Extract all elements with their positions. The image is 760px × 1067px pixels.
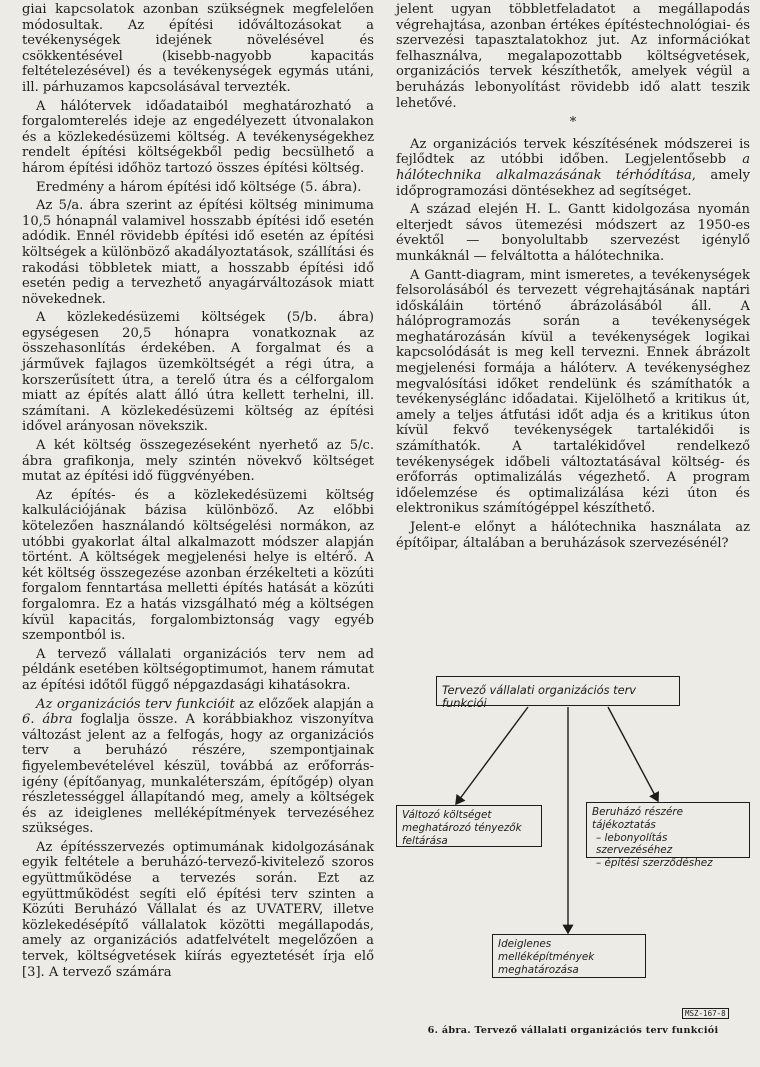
paragraph: A hálótervek időadataiból meghatározható a forgalomterelés ideje az engedélyezett útvonalakon és a közlekedésüzemi költség. A tevékenységekhez rendelt építési költségekből pedig becsülhető a három építési időhöz tartozó összes építési költség. [22,98,374,176]
text-run: foglalja össze. A korábbiakhoz viszonyítva változást jelent az a felfogás, hogy az organizációs terv a beruházó részére, szempontjainak figyelembevételével készül, továbbá az erőforrás-igény (építőanyag, munkaléterszám, építőgép) olyan részletességgel állapítandó meg, amely a költségek és az ideiglenes melléképítmények tervezéséhez szükséges. [22,712,374,837]
box-item: – építési szerződéshez [596,857,713,870]
box-variable-cost: Változó költséget meghatározó tényezők feltárása [396,805,542,847]
paragraph: Az építés- és a közlekedésüzemi költség kalkulációjának bázisa különböző. Az előbbi kötelezően használandó költségelési normákon, az utóbbi gyakorlat által alkalmazott módszer alapján történt. A költségek megjelenési helye is eltérő. A két költség összegezése azonban érzékelteti a közúti forgalom fenntartása melletti építés hatását a közúti forgalomra. Ez a hatás vizsgálható még a költségen kívül kapacitás, forgalombiztonság vagy egyéb szempontból is. [22,487,374,644]
paragraph: A tervező vállalati organizációs terv nem ad példánk esetében költségoptimumot, hanem rámutat az építési időtől függő népgazdasági kihatásokra. [22,646,374,693]
paragraph: Jelent-e előnyt a hálótechnika használata az építőipar, általában a beruházások szervezésénél? [396,520,750,551]
figure-caption: 6. ábra. Tervező vállalati organizációs terv funkciói [427,1025,719,1036]
paragraph: A két költség összegezéseként nyerhető az 5/c. ábra grafikonja, mely szintén növekvő költséget mutat az építési idő függvényében. [22,438,374,485]
text-run: , amely időprogramozási döntésekhez ad segítséget. [396,167,750,199]
text-run: az előzőek alapján a [234,696,374,712]
box-item: – lebonyolítás szervezéséhez [596,831,673,857]
paragraph: giai kapcsolatok azonban szükségnek megfelelően módosultak. Az építési időváltozásokat a tevékenységek idejének növelésével és csökkentésével (kisebb-nagyobb kapacitás feltételezésével) és a tevékenységek egymás utáni, ill. párhuzamos kapcsolásával tervezték. [22,2,374,95]
emphasis: Az organizációs terv funkcióit [36,696,235,712]
paragraph: Eredmény a három építési idő költsége (5. ábra). [36,179,362,195]
paragraph: Az építésszervezés optimumának kidolgozásának egyik feltétele a beruházó-tervező-kivitelező szoros együttműködése a tervezés során. Ezt az együttműködést segíti elő építési terv szinten a Közúti Beruházó Vállalat és az UVATERV, illetve közlekedésépítő vállalatok közötti megállapodás, amely az organizációs adatfelvételt megelőzően a tervek, költségvetések kiírás egyeztetését írja elő [3]. A tervező számára [22,839,374,980]
figure-6 [396,668,750,1060]
box-title: Beruházó részére tájékoztatás [592,806,684,831]
figure-stamp: MSZ-167-8 [682,1008,729,1019]
paragraph: A század elején H. L. Gantt kidolgozása nyomán elterjedt sávos ütemezési módszert az 1950-es évektől — bonyolultabb szervezést igénylő munkáknál — felváltotta a hálótechnika. [396,202,750,264]
paragraph-method [396,137,750,199]
emphasis: a hálótechnika alkalmazásának térhódítása [396,152,750,183]
left-column [22,2,374,983]
text-run: Az organizációs tervek készítésének módszerei is fejlődtek az utóbbi időben. Legjelentősebb [396,136,750,168]
paragraph: A Gantt-diagram, mint ismeretes, a tevékenységek felsorolásából és tervezett végrehajtásának naptári időskáláin történő ábrázolásából áll. A hálóprogramozás során a tevékenységek meghatározásán kívül a tevékenységek logikai kapcsolódását is meg kell tervezni. Ennek ábrázolt megjelenési formája a hálóterv. A tevékenységhez megvalósítási időket rendelünk és számíthatók a tevékenységlánc időadatai. Kijelölhető a kritikus út, amely a teljes átfutási időt adja és a kritikus úton kívül fekvő tevékenységek tartalékidői is számíthatók. A tartalékidővel rendelkező tevékenységek időbeli változtatásával költség- és erőforrás optimalizálás végezhető. A program időelemzése és optimalizálása kézi úton és elektronikus számítógéppel készíthető. [396,267,750,517]
box-temporary-structures: Ideiglenes melléképítmények meghatározása [492,934,646,978]
right-column [396,2,750,554]
section-separator: * [569,115,577,131]
box-investor-info [586,802,750,870]
paragraph-functions [22,697,374,837]
paragraph: Az 5/a. ábra szerint az építési költség minimuma 10,5 hónapnál valamivel hosszabb építési idő esetén adódik. Ennél rövidebb építési idő esetén az építési költségek a különböző akadályoztatások, szállítási és rakodási többletek miatt, a hosszabb építési idő esetén pedig a tervezhető anyagárváltozások miatt növekednek. [22,198,374,307]
emphasis: 6. ábra [22,712,73,728]
paragraph: A közlekedésüzemi költségek (5/b. ábra) egységesen 20,5 hónapra vonatkoznak az összehasonlítás érdekében. A forgalmat és a járművek fajlagos üzemköltségét a régi útra, a korszerűsített útra, a terelő útra és a célforgalom miatt az építés alatt álló útra kellett terhelni, ill. számítani. A közlekedésüzemi költség az építési idővel arányosan növekszik. [22,310,374,435]
box-plan-functions: Tervező vállalati organizációs terv funkciói [436,676,680,706]
arrow-to-left-box [456,707,528,804]
paragraph: jelent ugyan többletfeladatot a megállapodás végrehajtása, azonban értékes építéstechnológiai- és szervezési tapasztalatokhoz jut. Az információkat felhasználva, megalapozottabb költségvetések, organizációs tervek készíthetők, amelyek végül a beruházás lebonyolítást rövidebb idő alatt teszik lehetővé. [396,2,750,111]
arrow-to-right-box [608,707,658,801]
